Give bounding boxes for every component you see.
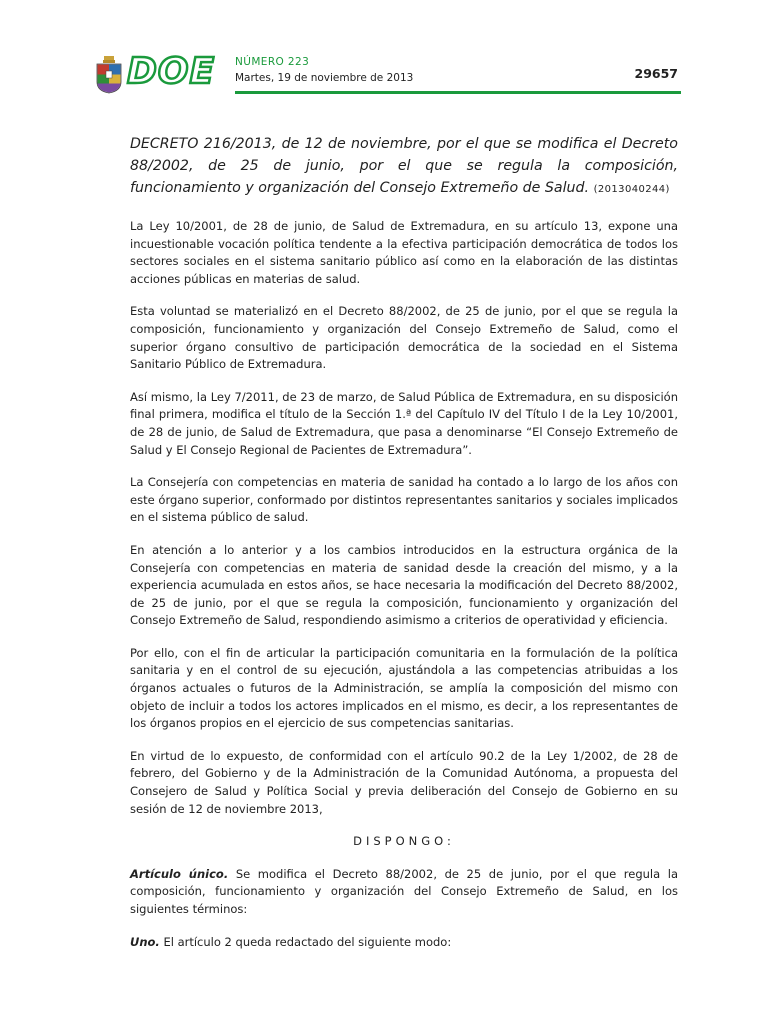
paragraph-2: Esta voluntad se materializó en el Decreto 88/2002, de 25 de junio, por el que se regula la composición, funcionamiento y organización del Consejo Extremeño de Salud, como el superior órgano consultivo de participación democrática de la sociedad en el Sistema Sanitario Público de Extremadura. bbox=[130, 304, 678, 372]
issue-number: NÚMERO 223 bbox=[235, 56, 310, 68]
paragraph-5: En atención a lo anterior y a los cambios introducidos en la estructura orgánica de la Consejería con competencias en materia de sanidad desde la creación del mismo, y a la experiencia acumulada en estos años, se hace necesaria la modificación del Decreto 88/2002, de 25 de junio, por el que se regula la composición, funcionamiento y organización del Consejo Extremeño de Salud, respondiendo asimismo a criterios de operatividad y eficiencia. bbox=[130, 542, 678, 628]
article-text: Se modifica el Decreto 88/2002, de 25 de junio, por el que regula la composición, funcionamiento y organización del Consejo Extremeño de Salud, en los siguientes términos: bbox=[130, 866, 678, 916]
paragraph-6: Por ello, con el fin de articular la participación comunitaria en la formulación de la política sanitaria y en el control de su ejecución, ajustándola a las competencias atribuidas a los órganos actuales o futuros de la Administración, se amplía la composición del mismo con objeto de incluir a todos los actores implicados en el mismo, es decir, a los representantes de los órganos propios en el ejercicio de sus competencias sanitarias. bbox=[130, 645, 678, 731]
coat-of-arms-icon bbox=[95, 56, 123, 94]
header-divider bbox=[235, 91, 681, 94]
uno-lead: Uno. bbox=[130, 934, 160, 949]
decree-title-text: DECRETO 216/2013, de 12 de noviembre, por el que se modifica el Decreto 88/2002, de 25 de junio, por el que se regula la composición, funcionamiento y organización del Consejo Extremeño de Salud. bbox=[130, 136, 678, 196]
doe-logo: DOE bbox=[127, 51, 216, 92]
page-header bbox=[95, 50, 681, 98]
article-lead: Artículo único. bbox=[130, 866, 229, 881]
publication-date: Martes, 19 de noviembre de 2013 bbox=[235, 72, 414, 84]
paragraph-1: La Ley 10/2001, de 28 de junio, de Salud de Extremadura, en su artículo 13, expone una incuestionable vocación política tendente a la efectiva participación democrática de todos los sectores sociales en el sistema sanitario público así como en la elaboración de las distintas acciones públicas en materias de salud. bbox=[130, 219, 678, 286]
paragraph-3: Así mismo, la Ley 7/2011, de 23 de marzo, de Salud Pública de Extremadura, en su disposición final primera, modifica el título de la Sección 1.ª del Capítulo IV del Título I de la Ley 10/2001, de 28 de junio, de Salud de Extremadura, que pasa a denominarse “El Consejo Extremeño de Salud y El Consejo Regional de Pacientes de Extremadura”. bbox=[130, 389, 678, 457]
decree-title bbox=[130, 133, 678, 201]
dispongo-heading: DISPONGO: bbox=[353, 834, 455, 849]
section-uno bbox=[130, 934, 678, 952]
article-unico bbox=[130, 866, 678, 919]
paragraph-7: En virtud de lo expuesto, de conformidad con el artículo 90.2 de la Ley 1/2002, de 28 de febrero, del Gobierno y de la Administración de la Comunidad Autónoma, a propuesta del Consejero de Salud y Política Social y previa deliberación del Consejo de Gobierno en su sesión de 12 de noviembre 2013, bbox=[130, 748, 678, 816]
paragraph-4: La Consejería con competencias en materia de sanidad ha contado a lo largo de los años con este órgano superior, conformado por distintos representantes sanitarios y sociales implicados en el sistema público de salud. bbox=[130, 475, 678, 525]
decree-reference: (2013040244) bbox=[593, 184, 670, 195]
page-number: 29657 bbox=[634, 66, 678, 81]
document-body bbox=[130, 133, 678, 966]
uno-text: El artículo 2 queda redactado del siguiente modo: bbox=[159, 934, 452, 949]
